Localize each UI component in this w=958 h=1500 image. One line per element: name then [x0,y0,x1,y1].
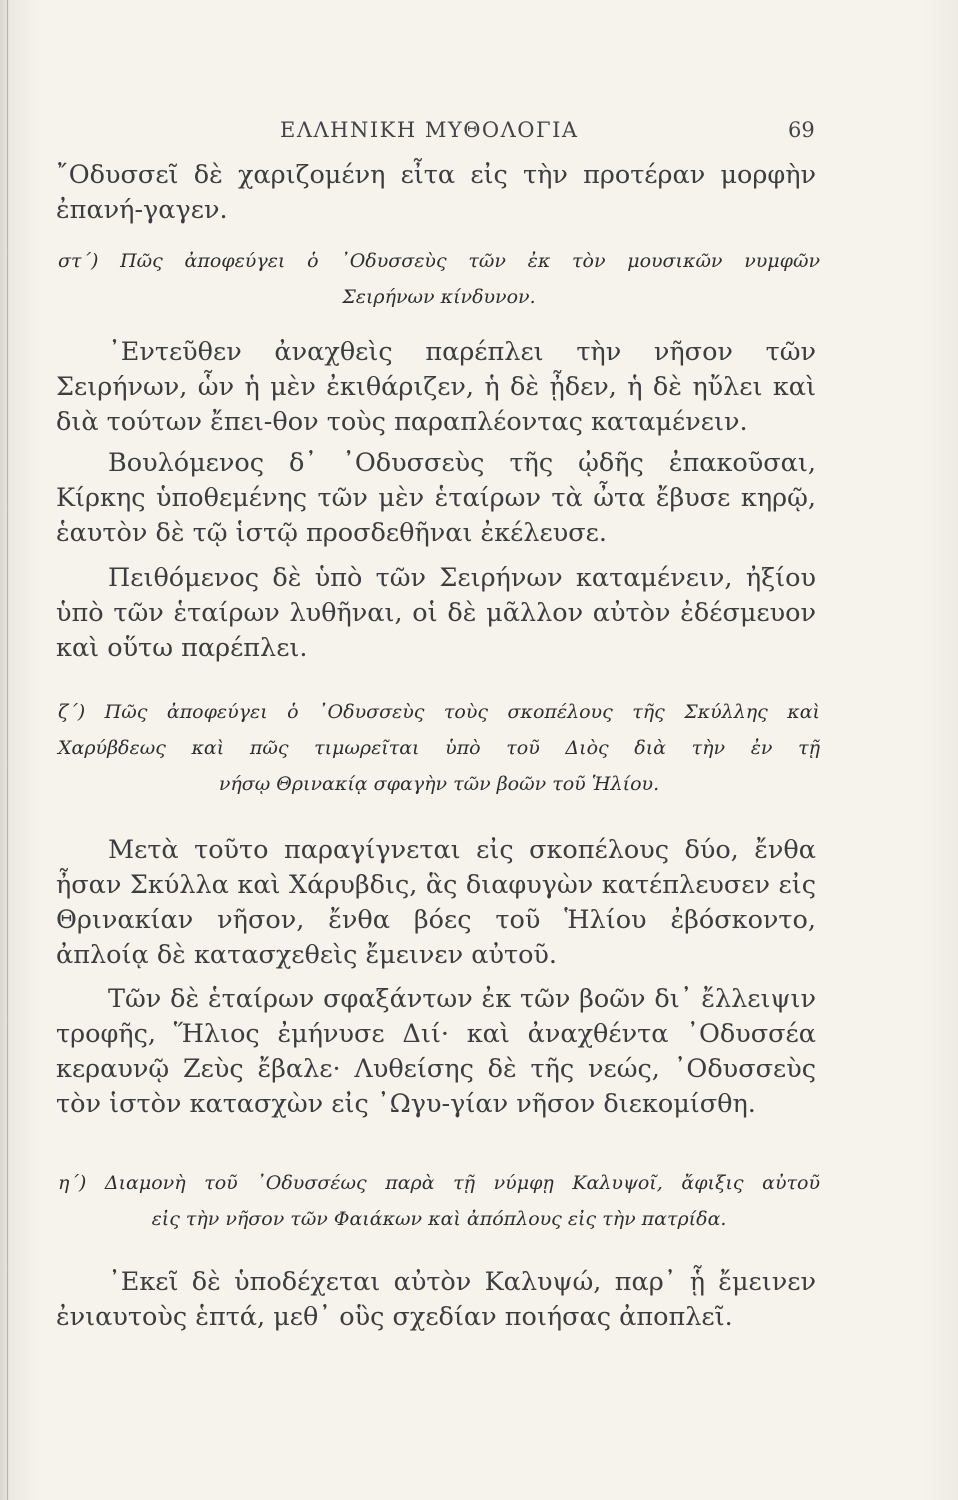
section-heading-i [58,1165,820,1237]
paragraph-1 [56,158,816,228]
section-heading-z [58,694,820,802]
page-number: 69 [788,118,815,142]
paragraph-text: Μετὰ τοῦτο παραγίγνεται εἰς σκοπέλους δύο, ἔνθα ἦσαν Σκύλλα καὶ Χάρυβδις, ἃς διαφυγὼν κατέπλευσεν εἰς Θρινακίαν νῆσον, ἔνθα βόες τοῦ Ἡλίου ἐβόσκοντο, ἀπλοίᾳ δὲ κατασχεθεὶς ἔμεινεν αὐτοῦ. [56,835,816,970]
running-title: ΕΛΛΗΝΙΚΗ ΜΥΘΟΛΟΓΙΑ [280,118,579,142]
paragraph-7 [56,1265,816,1335]
paragraph-5 [56,833,816,973]
section-heading-line: η΄) Διαμονὴ τοῦ ᾿Οδυσσέως παρὰ τῇ νύμφῃ Καλυψοῖ, ἄφιξις αὐτοῦ [58,1172,820,1194]
section-heading-line: στ΄) Πῶς ἀποφεύγει ὁ ᾿Οδυσσεὺς τῶν ἐκ τὸν μουσικῶν νυμφῶν [58,250,820,272]
section-heading-line: Χαρύβδεως καὶ πῶς τιμωρεῖται ὑπὸ τοῦ Διὸς διὰ τὴν ἐν τῇ [58,737,820,759]
running-header [0,118,958,148]
paragraph-2 [56,335,816,440]
paragraph-3 [56,446,816,551]
paragraph-text: Βουλόμενος δ᾿ ᾿Οδυσσεὺς τῆς ᾠδῆς ἐπακοῦσαι, Κίρκης ὑποθεμένης τῶν μὲν ἑταίρων τὰ ὦτα ἔβυσε κηρῷ, ἑαυτὸν δὲ τῷ ἱστῷ προσδεθῆναι ἐκέλευσε. [56,448,816,548]
paragraph-text: Τῶν δὲ ἑταίρων σφαξάντων ἐκ τῶν βοῶν δι᾿ ἔλλειψιν τροφῆς, Ἥλιος ἐμήνυσε Διί· καὶ ἀναχθέντα ᾿Οδυσσέα κεραυνῷ Ζεὺς ἔβαλε· Λυθείσης δὲ τῆς νεώς, ᾿Οδυσσεὺς τὸν ἱστὸν κατασχὼν εἰς ᾿Ωγυ-γίαν νῆσον διεκομίσθη. [56,984,816,1119]
section-heading-line: νήσῳ Θρινακίᾳ σφαγὴν τῶν βοῶν τοῦ Ἡλίου. [218,773,660,795]
page-gutter [7,0,8,1500]
section-heading-line: ζ΄) Πῶς ἀποφεύγει ὁ ᾿Οδυσσεὺς τοὺς σκοπέλους τῆς Σκύλλης καὶ [58,701,820,723]
section-heading-st [58,243,820,315]
paragraph-text: ῎Οδυσσεῖ δὲ χαριζομένη εἶτα εἰς τὴν προτέραν μορφὴν ἐπανή-γαγεν. [56,160,816,225]
section-heading-line: εἰς τὴν νῆσον τῶν Φαιάκων καὶ ἀπόπλους εἰς τὴν πατρίδα. [151,1208,727,1230]
paragraph-text: Πειθόμενος δὲ ὑπὸ τῶν Σειρήνων καταμένειν, ἠξίου ὑπὸ τῶν ἑταίρων λυθῆναι, οἱ δὲ μᾶλλον αὐτὸν ἐδέσμευον καὶ οὕτω παρέπλει. [56,563,816,663]
section-heading-line: Σειρήνων κίνδυνον. [342,286,536,308]
paragraph-4 [56,561,816,666]
paragraph-text: ᾿Εντεῦθεν ἀναχθεὶς παρέπλει τὴν νῆσον τῶν Σειρήνων, ὧν ἡ μὲν ἐκιθάριζεν, ἡ δὲ ᾖδεν, ἡ δὲ ηὔλει καὶ διὰ τούτων ἔπει-θον τοὺς παραπλέοντας καταμένειν. [56,337,816,437]
paragraph-6 [56,982,816,1122]
paragraph-text: ᾿Εκεῖ δὲ ὑποδέχεται αὐτὸν Καλυψώ, παρ᾿ ᾗ ἔμεινεν ἐνιαυτοὺς ἑπτά, μεθ᾿ οὓς σχεδίαν ποιήσας ἀποπλεῖ. [56,1267,816,1332]
